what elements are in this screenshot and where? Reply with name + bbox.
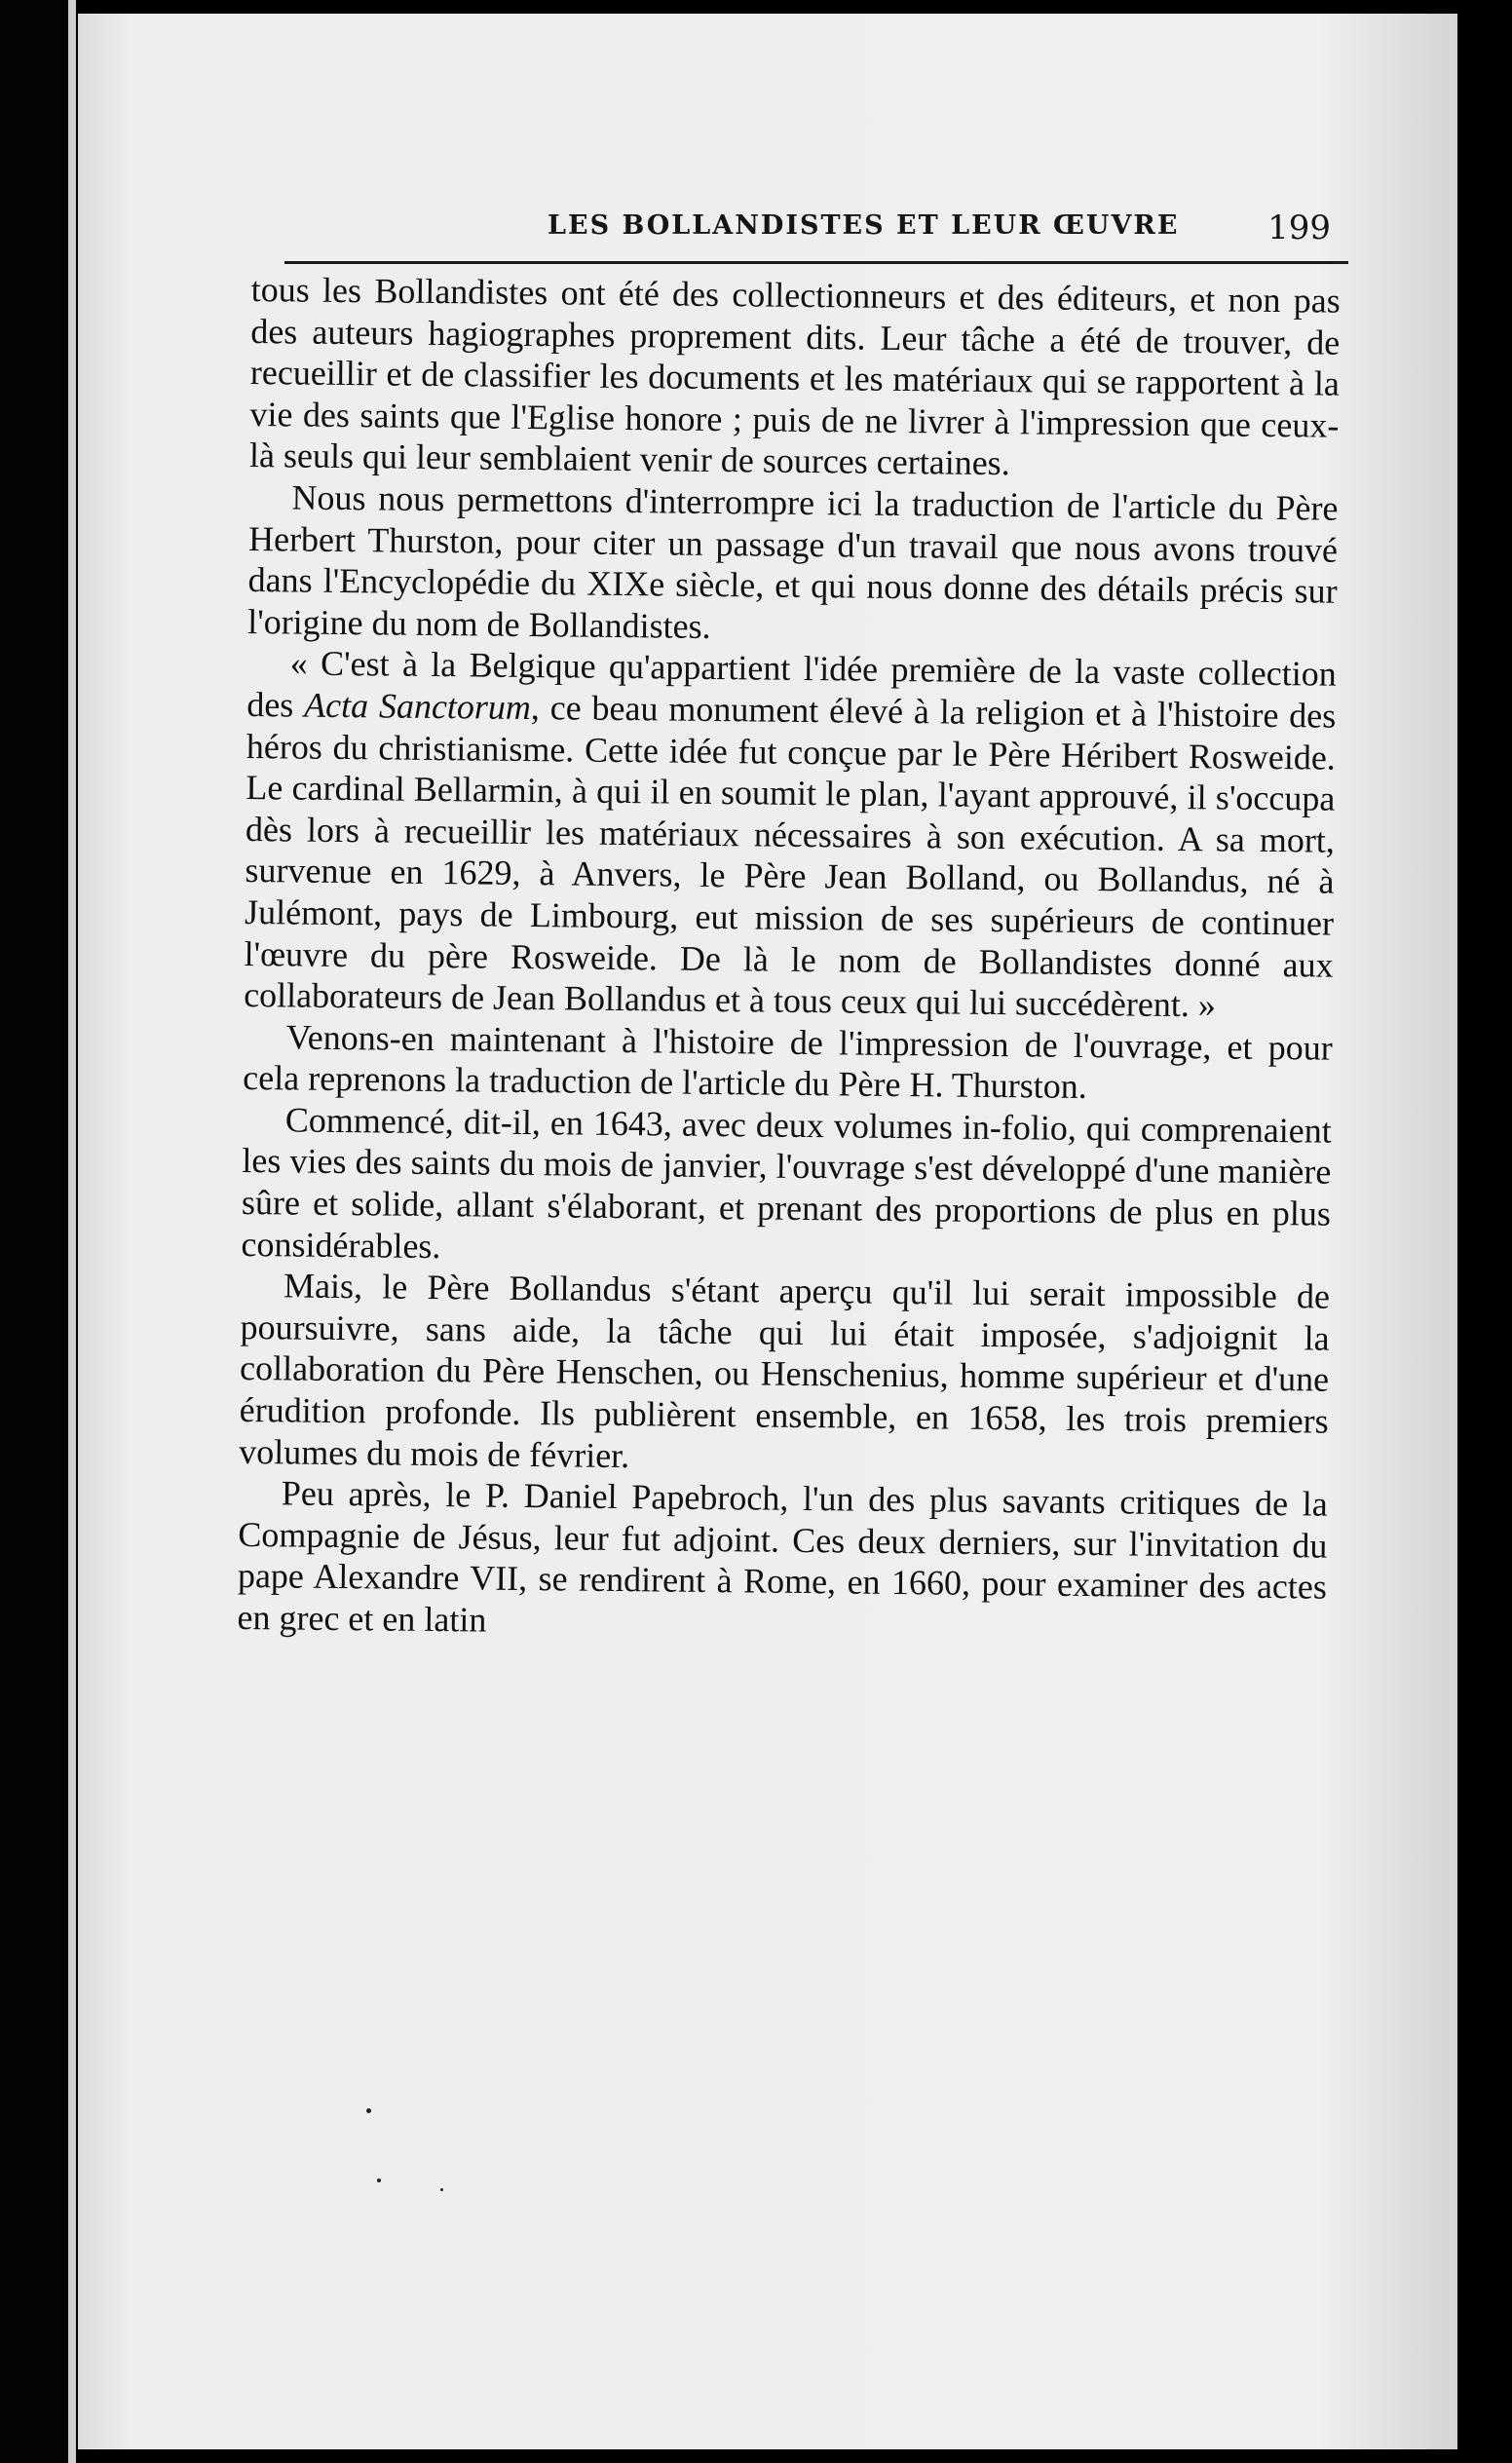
scan-speck xyxy=(377,2179,381,2182)
page-number: 199 xyxy=(1267,208,1331,247)
scan-speck xyxy=(440,2188,443,2191)
quotation-text-start: « C'est à la Belgique qu'appartient l'idée première de la vaste collection des xyxy=(246,643,1337,725)
paragraph-3-quotation xyxy=(244,642,1337,1027)
facing-page-edge xyxy=(68,0,76,2463)
paragraph-7: Peu après, le P. Daniel Papebroch, l'un des plus savants critiques de la Compagnie de Jésus, leur fut adjoint. Ces deux derniers, sur l'invitation du pape Alexandre VII, se rendirent à Rome, en 1660, pour examiner des actes en grec et en latin xyxy=(237,1473,1328,1640)
scan-left-border xyxy=(0,0,70,2463)
running-head xyxy=(284,199,1348,264)
paragraph-4: Venons-en maintenant à l'histoire de l'impression de l'ouvrage, et pour cela reprenons la traduction de l'article du Père H. Thurston. xyxy=(243,1017,1333,1107)
scan-right-border xyxy=(1454,0,1512,2463)
quotation-text-end: , ce beau monument élevé à la religion et à l'histoire des héros du christianisme. Cette idée fut conçue par le Père Héribert Rosweide. Le cardinal Bellarmin, à qui il en soumit le plan, l'ayant approuvé, il s'occupa dès lors à recueillir les matériaux nécessaires à son exécution. A sa mort, survenue en 1629, à Anvers, le Père Jean Bolland, ou Bollandus, né à Julémont, pays de Limbourg, eut mission de ses supérieurs de continuer l'œuvre du père Rosweide. De là le nom de Bollandistes donné aux collaborateurs de Jean Bollandus et à tous ceux qui lui succédèrent. » xyxy=(243,687,1337,1025)
paragraph-6: Mais, le Père Bollandus s'étant aperçu qu'il lui serait impossible de poursuivre, sans aide, la tâche qui lui était imposée, s'adjoignit la collaboration du Père Henschen, ou Henschenius, homme supérieur et d'une érudition profonde. Ils publièrent ensemble, en 1658, les trois premiers volumes du mois de février. xyxy=(239,1266,1331,1475)
book-page xyxy=(78,14,1457,2449)
scan-speck xyxy=(366,2108,371,2113)
paragraph-1: tous les Bollandistes ont été des collectionneurs et des éditeurs, et non pas des auteurs hagiographes proprement dits. Leur tâche a été de trouver, de recueillir et de classifier les documents et les matériaux qui se rapportent à la vie des saints que l'Eglise honore ; puis de ne livrer à l'impression que ceux-là seuls qui leur semblaient venir de sources certaines. xyxy=(248,269,1341,483)
quotation-italic-title: Acta Sanctorum xyxy=(303,685,532,727)
paragraph-5: Commencé, dit-il, en 1643, avec deux volumes in-folio, qui comprenaient les vies des saints du mois de janvier, l'ouvrage s'est développé d'une manière sûre et solide, allant s'élaborant, et prenant des proportions de plus en plus considérables. xyxy=(241,1100,1333,1266)
running-title: LES BOLLANDISTES ET LEUR ŒUVRE xyxy=(548,210,1180,241)
paragraph-2: Nous nous permettons d'interrompre ici la traduction de l'article du Père Herbert Thurston, pour citer un passage d'un travail que nous avons trouvé dans l'Encyclopédie du XIXe siècle, et qui nous donne des détails précis sur l'origine du nom de Bollandistes. xyxy=(247,477,1339,646)
body-text xyxy=(233,269,1341,2054)
